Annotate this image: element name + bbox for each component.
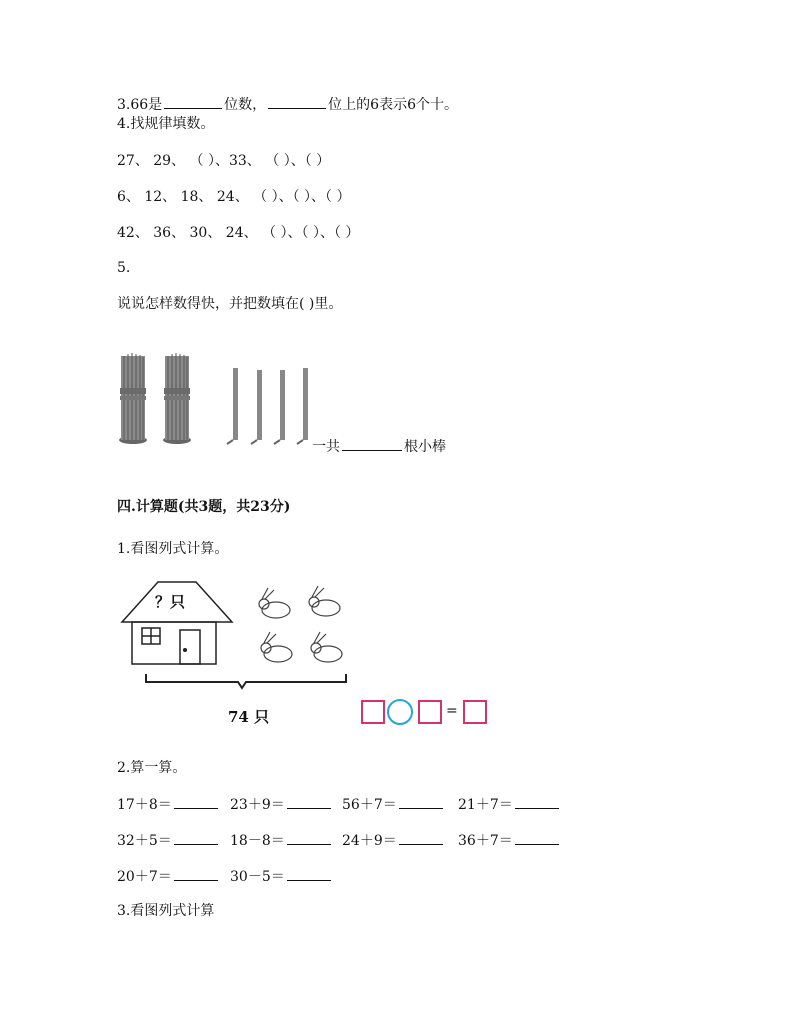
- sequence-1: 27、 29、 （ ）、33、 （ ）、（ ）: [117, 153, 331, 169]
- rabbit-icon: [259, 588, 290, 618]
- house-label: ？只: [155, 593, 186, 611]
- stick-bundle-icon: [163, 353, 191, 444]
- sticks-total: [312, 436, 446, 456]
- sticks-total-blank[interactable]: [342, 436, 402, 451]
- question-5-number: 5.: [117, 260, 131, 276]
- answer-blank[interactable]: [515, 794, 559, 809]
- answer-blank[interactable]: [287, 794, 331, 809]
- sequence-2: 6、 12、 18、 24、 （ ）、（ ）、（ ）: [117, 189, 351, 205]
- calc-3-title: 3.看图列式计算: [117, 903, 215, 919]
- operator-circle[interactable]: [387, 699, 413, 725]
- arith-item: 20＋7＝: [117, 866, 220, 886]
- answer-square-1[interactable]: [361, 700, 385, 724]
- q3-blank-1[interactable]: [164, 94, 222, 109]
- equals-sign: =: [446, 703, 458, 719]
- arith-item: 56＋7＝: [342, 794, 445, 814]
- single-stick-icon: [251, 370, 262, 444]
- sticks-illustration: [117, 348, 317, 450]
- question-5-prompt: 说说怎样数得快，并把数填在( )里。: [117, 296, 343, 312]
- brace-icon: [146, 674, 346, 688]
- question-3: [117, 94, 458, 114]
- q3-suffix: 位上的6表示6个十。: [328, 97, 458, 113]
- rabbit-icon: [309, 586, 340, 616]
- arith-item: 23＋9＝: [230, 794, 333, 814]
- rabbit-icon: [261, 632, 292, 662]
- answer-blank[interactable]: [287, 866, 331, 881]
- total-label: 74 只: [228, 708, 270, 726]
- arith-item: 32＋5＝: [117, 830, 220, 850]
- answer-blank[interactable]: [174, 866, 218, 881]
- arith-item: 18－8＝: [230, 830, 333, 850]
- answer-square-2[interactable]: [418, 700, 442, 724]
- sequence-3: 42、 36、 30、 24、 （ ）、（ ）、（ ）: [117, 225, 360, 241]
- q3-blank-2[interactable]: [268, 94, 326, 109]
- q3-prefix: 3.66是: [117, 97, 163, 113]
- question-4-title: 4.找规律填数。: [117, 116, 215, 132]
- total-suffix: 根小棒: [404, 439, 446, 455]
- answer-blank[interactable]: [174, 794, 218, 809]
- answer-square-3[interactable]: [463, 700, 487, 724]
- answer-blank[interactable]: [399, 830, 443, 845]
- arith-item: 30－5＝: [230, 866, 333, 886]
- single-stick-icon: [297, 368, 308, 444]
- stick-bundle-icon: [119, 353, 147, 444]
- arith-item: 24＋9＝: [342, 830, 445, 850]
- q3-mid: 位数，: [224, 97, 267, 113]
- arith-item: 21＋7＝: [458, 794, 561, 814]
- section-4-title: 四.计算题(共3题，共23分): [117, 499, 291, 515]
- arith-item: 36＋7＝: [458, 830, 561, 850]
- single-stick-icon: [227, 368, 238, 444]
- answer-blank[interactable]: [174, 830, 218, 845]
- answer-blank[interactable]: [399, 794, 443, 809]
- arith-item: 17＋8＝: [117, 794, 220, 814]
- total-prefix: 一共: [312, 439, 340, 455]
- answer-blank[interactable]: [515, 830, 559, 845]
- answer-blank[interactable]: [287, 830, 331, 845]
- rabbit-icon: [311, 632, 342, 662]
- single-stick-icon: [274, 370, 285, 444]
- calc-1-title: 1.看图列式计算。: [117, 541, 229, 557]
- calc-2-title: 2.算一算。: [117, 760, 187, 776]
